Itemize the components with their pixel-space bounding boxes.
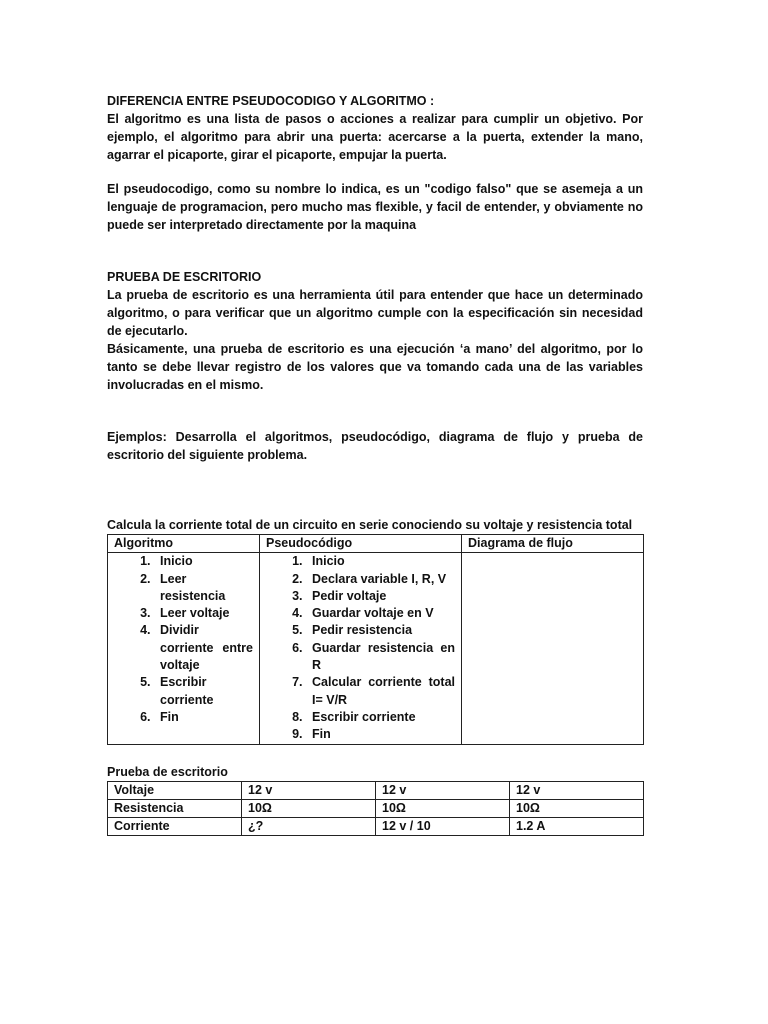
list-item: 1. Inicio (306, 553, 455, 570)
paragraph-prueba-2: Básicamente, una prueba de escritorio es una ejecución ‘a mano’ del algoritmo, por lo tanto se debe llevar registro de los valores que va tomando cada una de las variables involucradas en el mismo. (107, 342, 643, 392)
row-label: Voltaje (108, 781, 242, 799)
cell-value: 12 v (242, 781, 376, 799)
algoritmo-cell (108, 553, 260, 744)
cell-value: 12 v / 10 (376, 818, 510, 836)
table-row (108, 818, 644, 836)
list-item: 1. Inicio (154, 553, 253, 570)
diagrama-cell (462, 553, 644, 744)
list-item: 5. Pedir resistencia (306, 622, 455, 639)
document-page (107, 92, 643, 836)
list-item: 5. Escribir corriente (154, 674, 253, 709)
pseudocodigo-cell (260, 553, 462, 744)
pseudocodigo-list (260, 553, 455, 743)
list-item: 9. Fin (306, 726, 455, 743)
paragraph-pseudocodigo: El pseudocodigo, como su nombre lo indica, es un "codigo falso" que se asemeja a un lenguaje de programacion, pero mucho mas flexible, y facil de entender, y obviamente no puede ser interpretado directamente por la maquina (107, 182, 643, 232)
cell-value: 10Ω (242, 799, 376, 817)
cell-value: 12 v (376, 781, 510, 799)
list-item: 2. Declara variable I, R, V (306, 571, 455, 588)
table-row (108, 799, 644, 817)
list-item: 4. Dividir corriente entre voltaje (154, 622, 253, 674)
paragraph-ejemplos: Ejemplos: Desarrolla el algoritmos, pseudocódigo, diagrama de flujo y prueba de escritorio del siguiente problema. (107, 430, 643, 462)
cell-value: ¿? (242, 818, 376, 836)
list-item: 3. Pedir voltaje (306, 588, 455, 605)
table-row (108, 781, 644, 799)
header-algoritmo: Algoritmo (108, 535, 260, 553)
table-header-row (108, 535, 644, 553)
list-item: 4. Guardar voltaje en V (306, 605, 455, 622)
problem-table (107, 534, 644, 745)
table-row (108, 553, 644, 744)
list-item: 2. Leer resistencia (154, 571, 253, 606)
algoritmo-list (108, 553, 253, 726)
row-label: Resistencia (108, 799, 242, 817)
desk-test-table (107, 781, 644, 837)
header-diagrama: Diagrama de flujo (462, 535, 644, 553)
problem-caption: Calcula la corriente total de un circuito en serie conociendo su voltaje y resistencia total (107, 518, 633, 532)
cell-value-result: 1.2 A (510, 818, 644, 836)
row-label: Corriente (108, 818, 242, 836)
list-item: 6. Guardar resistencia en R (306, 640, 455, 675)
desk-test-caption: Prueba de escritorio (107, 764, 228, 779)
paragraph-prueba-1: La prueba de escritorio es una herramienta útil para entender que hace un determinado algoritmo, o para verificar que un algoritmo cumple con la especificación sin necesidad de ejecutarlo. (107, 288, 643, 338)
header-pseudocodigo: Pseudocódigo (260, 535, 462, 553)
list-item: 3. Leer voltaje (154, 605, 253, 622)
list-item: 6. Fin (154, 709, 253, 726)
cell-value: 10Ω (510, 799, 644, 817)
paragraph-algoritmo: El algoritmo es una lista de pasos o acciones a realizar para cumplir un objetivo. Por ejemplo, el algoritmo para abrir una puerta: acercarse a la puerta, extender la mano, agarrar el picaporte, girar el picaporte, empujar la puerta. (107, 112, 643, 162)
section-title-prueba: PRUEBA DE ESCRITORIO (107, 270, 262, 284)
cell-value: 10Ω (376, 799, 510, 817)
list-item: 7. Calcular corriente total I= V/R (306, 674, 455, 709)
cell-value: 12 v (510, 781, 644, 799)
section-title-diferencia: DIFERENCIA ENTRE PSEUDOCODIGO Y ALGORITMO : (107, 94, 435, 108)
list-item: 8. Escribir corriente (306, 709, 455, 726)
